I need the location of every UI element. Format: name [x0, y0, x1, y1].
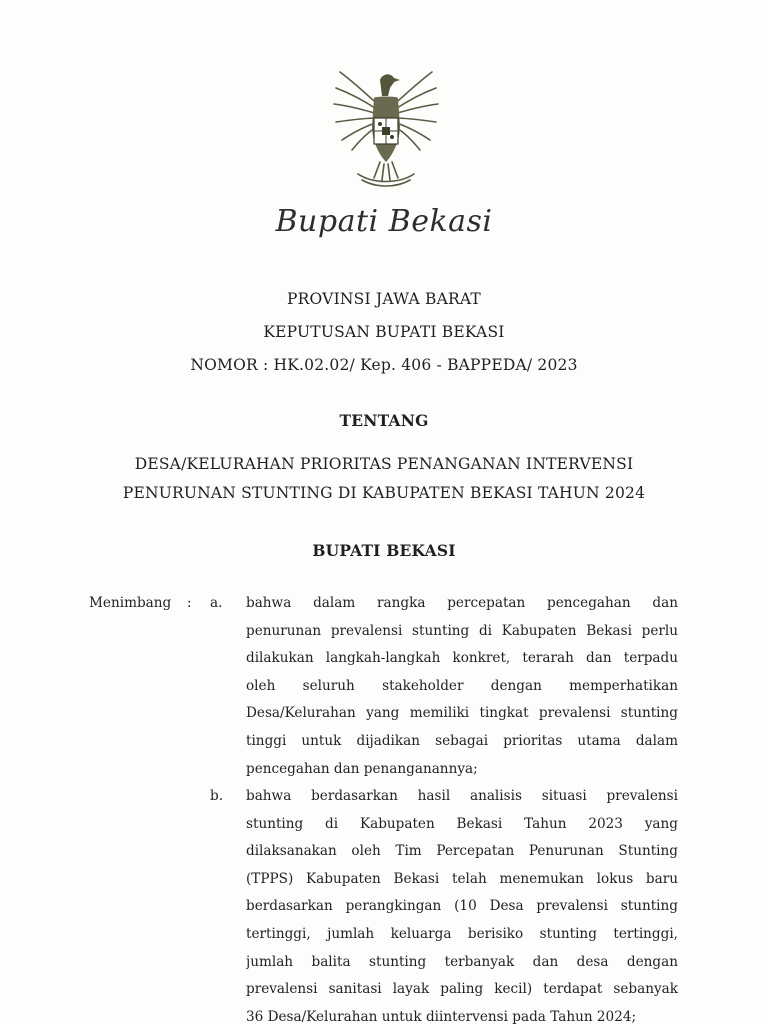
garuda-emblem-icon	[328, 66, 444, 190]
decree-number: NOMOR : HK.02.02/ Kep. 406 - BAPPEDA/ 2023	[190, 356, 578, 374]
subject-title-line-1: DESA/KELURAHAN PRIORITAS PENANGANAN INTERVENSI	[134, 455, 634, 473]
item-b-line: 36 Desa/Kelurahan untuk diintervensi pada Tahun 2024;	[246, 1008, 637, 1024]
subject-heading: TENTANG	[339, 411, 429, 430]
item-b-line: prevalensi sanitasi layak paling kecil) terdapat sebanyak	[246, 981, 678, 998]
subject-title-line-2: PENURUNAN STUNTING DI KABUPATEN BEKASI TAHUN 2024	[122, 484, 646, 502]
item-a-letter: a.	[210, 595, 223, 611]
item-b-letter: b.	[210, 788, 224, 804]
considerations-label: Menimbang	[89, 595, 172, 611]
considerations-colon: :	[187, 595, 192, 611]
item-b-line: dilaksanakan oleh Tim Percepatan Penurunan Stunting	[246, 843, 678, 860]
item-b-body	[246, 783, 678, 1024]
item-a-line: oleh seluruh stakeholder dengan memperhatikan	[246, 677, 678, 694]
item-b-line: stunting di Kabupaten Bekasi Tahun 2023 yang	[246, 815, 678, 832]
item-a-line: bahwa dalam rangka percepatan pencegahan dan	[246, 595, 678, 611]
item-a-body	[246, 590, 678, 783]
province-line: PROVINSI JAWA BARAT	[287, 290, 481, 308]
item-a-line: dilakukan langkah-langkah konkret, terarah dan terpadu	[246, 650, 678, 667]
item-a-line: tinggi untuk dijadikan sebagai prioritas utama dalam	[246, 732, 678, 749]
item-b-line: (TPPS) Kabupaten Bekasi telah menemukan lokus baru	[246, 870, 678, 887]
item-a-line: Desa/Kelurahan yang memiliki tingkat prevalensi stunting	[246, 705, 678, 722]
regent-signature-title: Bupati Bekasi	[275, 204, 493, 239]
item-b-line: berdasarkan perangkingan (10 Desa prevalensi stunting	[246, 898, 678, 915]
item-b-line: jumlah balita stunting terbanyak dan desa dengan	[246, 953, 678, 970]
item-b-line: bahwa berdasarkan hasil analisis situasi prevalensi	[246, 788, 678, 804]
item-b-line: tertinggi, jumlah keluarga berisiko stunting tertinggi,	[246, 925, 678, 942]
item-a-line: pencegahan dan penanganannya;	[246, 760, 478, 777]
decree-line: KEPUTUSAN BUPATI BEKASI	[263, 323, 505, 341]
issuer-heading: BUPATI BEKASI	[312, 541, 456, 560]
item-a-line: penurunan prevalensi stunting di Kabupaten Bekasi perlu	[246, 622, 678, 639]
